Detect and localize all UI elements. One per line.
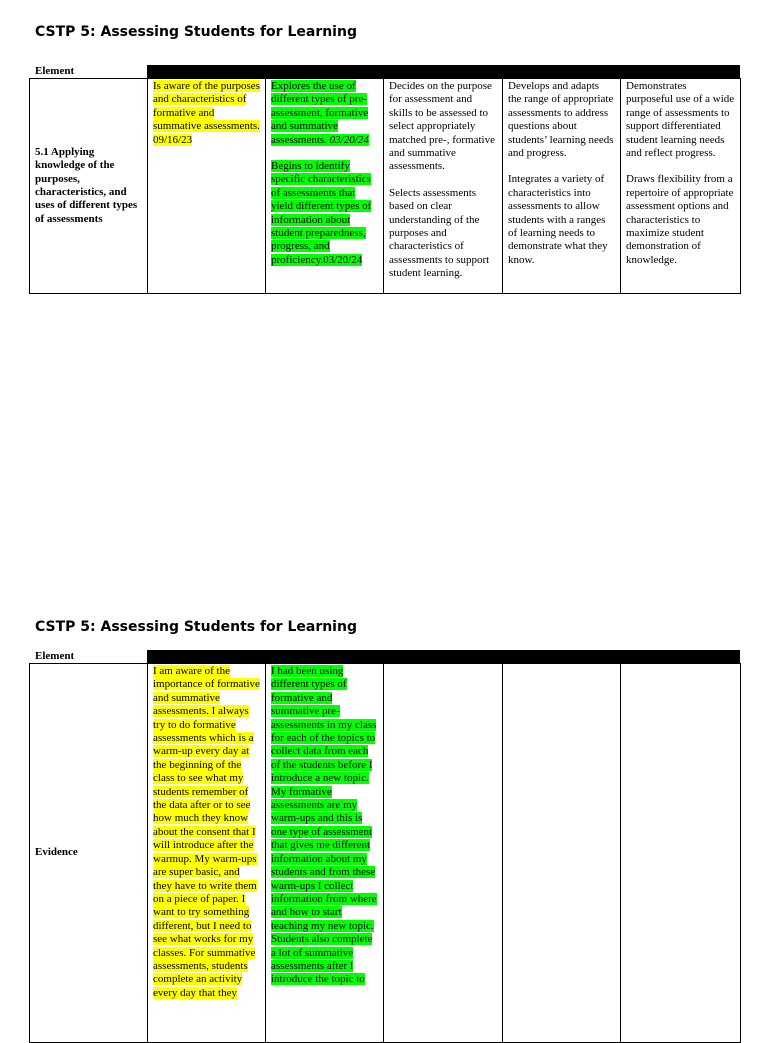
element-label: Element [35, 65, 75, 77]
highlight-text: Explores the use of different types of pre-assessment, formative and summative assessments. 03/20/24 [271, 80, 369, 146]
col-applying [384, 79, 503, 293]
highlight-text: I am aware of the importance of formative and summative assessments. I always try to do formative assessments which is a warm-up every day at the beginning of the class to see what my students remember of the data after or to see how much they know about the consent that I will introduce after the warmup. My warm-ups are super basic, and they have to write them on a piece of paper. I want to try something different, but I need to see what works for my classes. For summative assessments, students complete an activity every day that they [153, 665, 260, 999]
highlight-text: I had been using different types of formative and summative pre-assessments in my class for each of the topics to collect data from each of the students before I introduce a new topic. My formative assessments are my warm-ups and this is one type of assessment that gives me different information about my students and from these warm-ups I collect information from where and how to start teaching my new topic. Students also complete a lot of summative assessments after I introduce the topic to [271, 665, 377, 986]
element-label: Element [35, 650, 75, 662]
row-header-text: 5.1 Applying knowledge of the purposes, characteristics, and uses of different types of assessments [35, 145, 138, 225]
evidence-col-3 [384, 664, 503, 1042]
highlight-text: Is aware of the purposes and characteristics of formative and summative assessments. 09/16/23 [153, 80, 260, 146]
evidence-col-2 [266, 664, 384, 1042]
header-bar [147, 65, 740, 78]
cell-text: Demonstrates purposeful use of a wide range of assessments to support differentiated student learning needs and reflect progress. [626, 80, 735, 160]
cell-text: Draws flexibility from a repertoire of appropriate assessment options and characteristics to maximize student demonstration of knowledge. [626, 173, 734, 266]
cell-text: Decides on the purpose for assessment and skills to be assessed to select appropriately matched pre-, formative and summative assessments. [389, 80, 495, 173]
row-header [30, 79, 148, 293]
evidence-col-1 [148, 664, 266, 1042]
cell-text: Develops and adapts the range of appropriate assessments to address questions about students’ learning needs and progress. [508, 80, 614, 160]
col-integrating [503, 79, 621, 293]
evidence-col-5 [621, 664, 740, 1042]
evidence-table [29, 663, 741, 1043]
section-title: CSTP 5: Assessing Students for Learning [35, 619, 357, 635]
rubric-table [29, 78, 741, 294]
row-header [30, 664, 148, 1042]
header-bar [147, 650, 740, 663]
col-emerging [148, 79, 266, 293]
cell-text: Integrates a variety of characteristics into assessments to allow students with a ranges of learning needs to demonstrate what they know. [508, 173, 608, 266]
col-exploring [266, 79, 384, 293]
col-innovating [621, 79, 740, 293]
evidence-col-4 [503, 664, 621, 1042]
highlight-text: Begins to identify specific characteristics of assessments that yield different types of information about student preparedness, progress, and proficiency.03/20/24 [271, 160, 372, 266]
cell-text: Selects assessments based on clear understanding of the purposes and characteristics of assessments to support student learning. [389, 186, 490, 280]
section-title: CSTP 5: Assessing Students for Learning [35, 24, 357, 40]
row-header-text: Evidence [35, 846, 78, 859]
